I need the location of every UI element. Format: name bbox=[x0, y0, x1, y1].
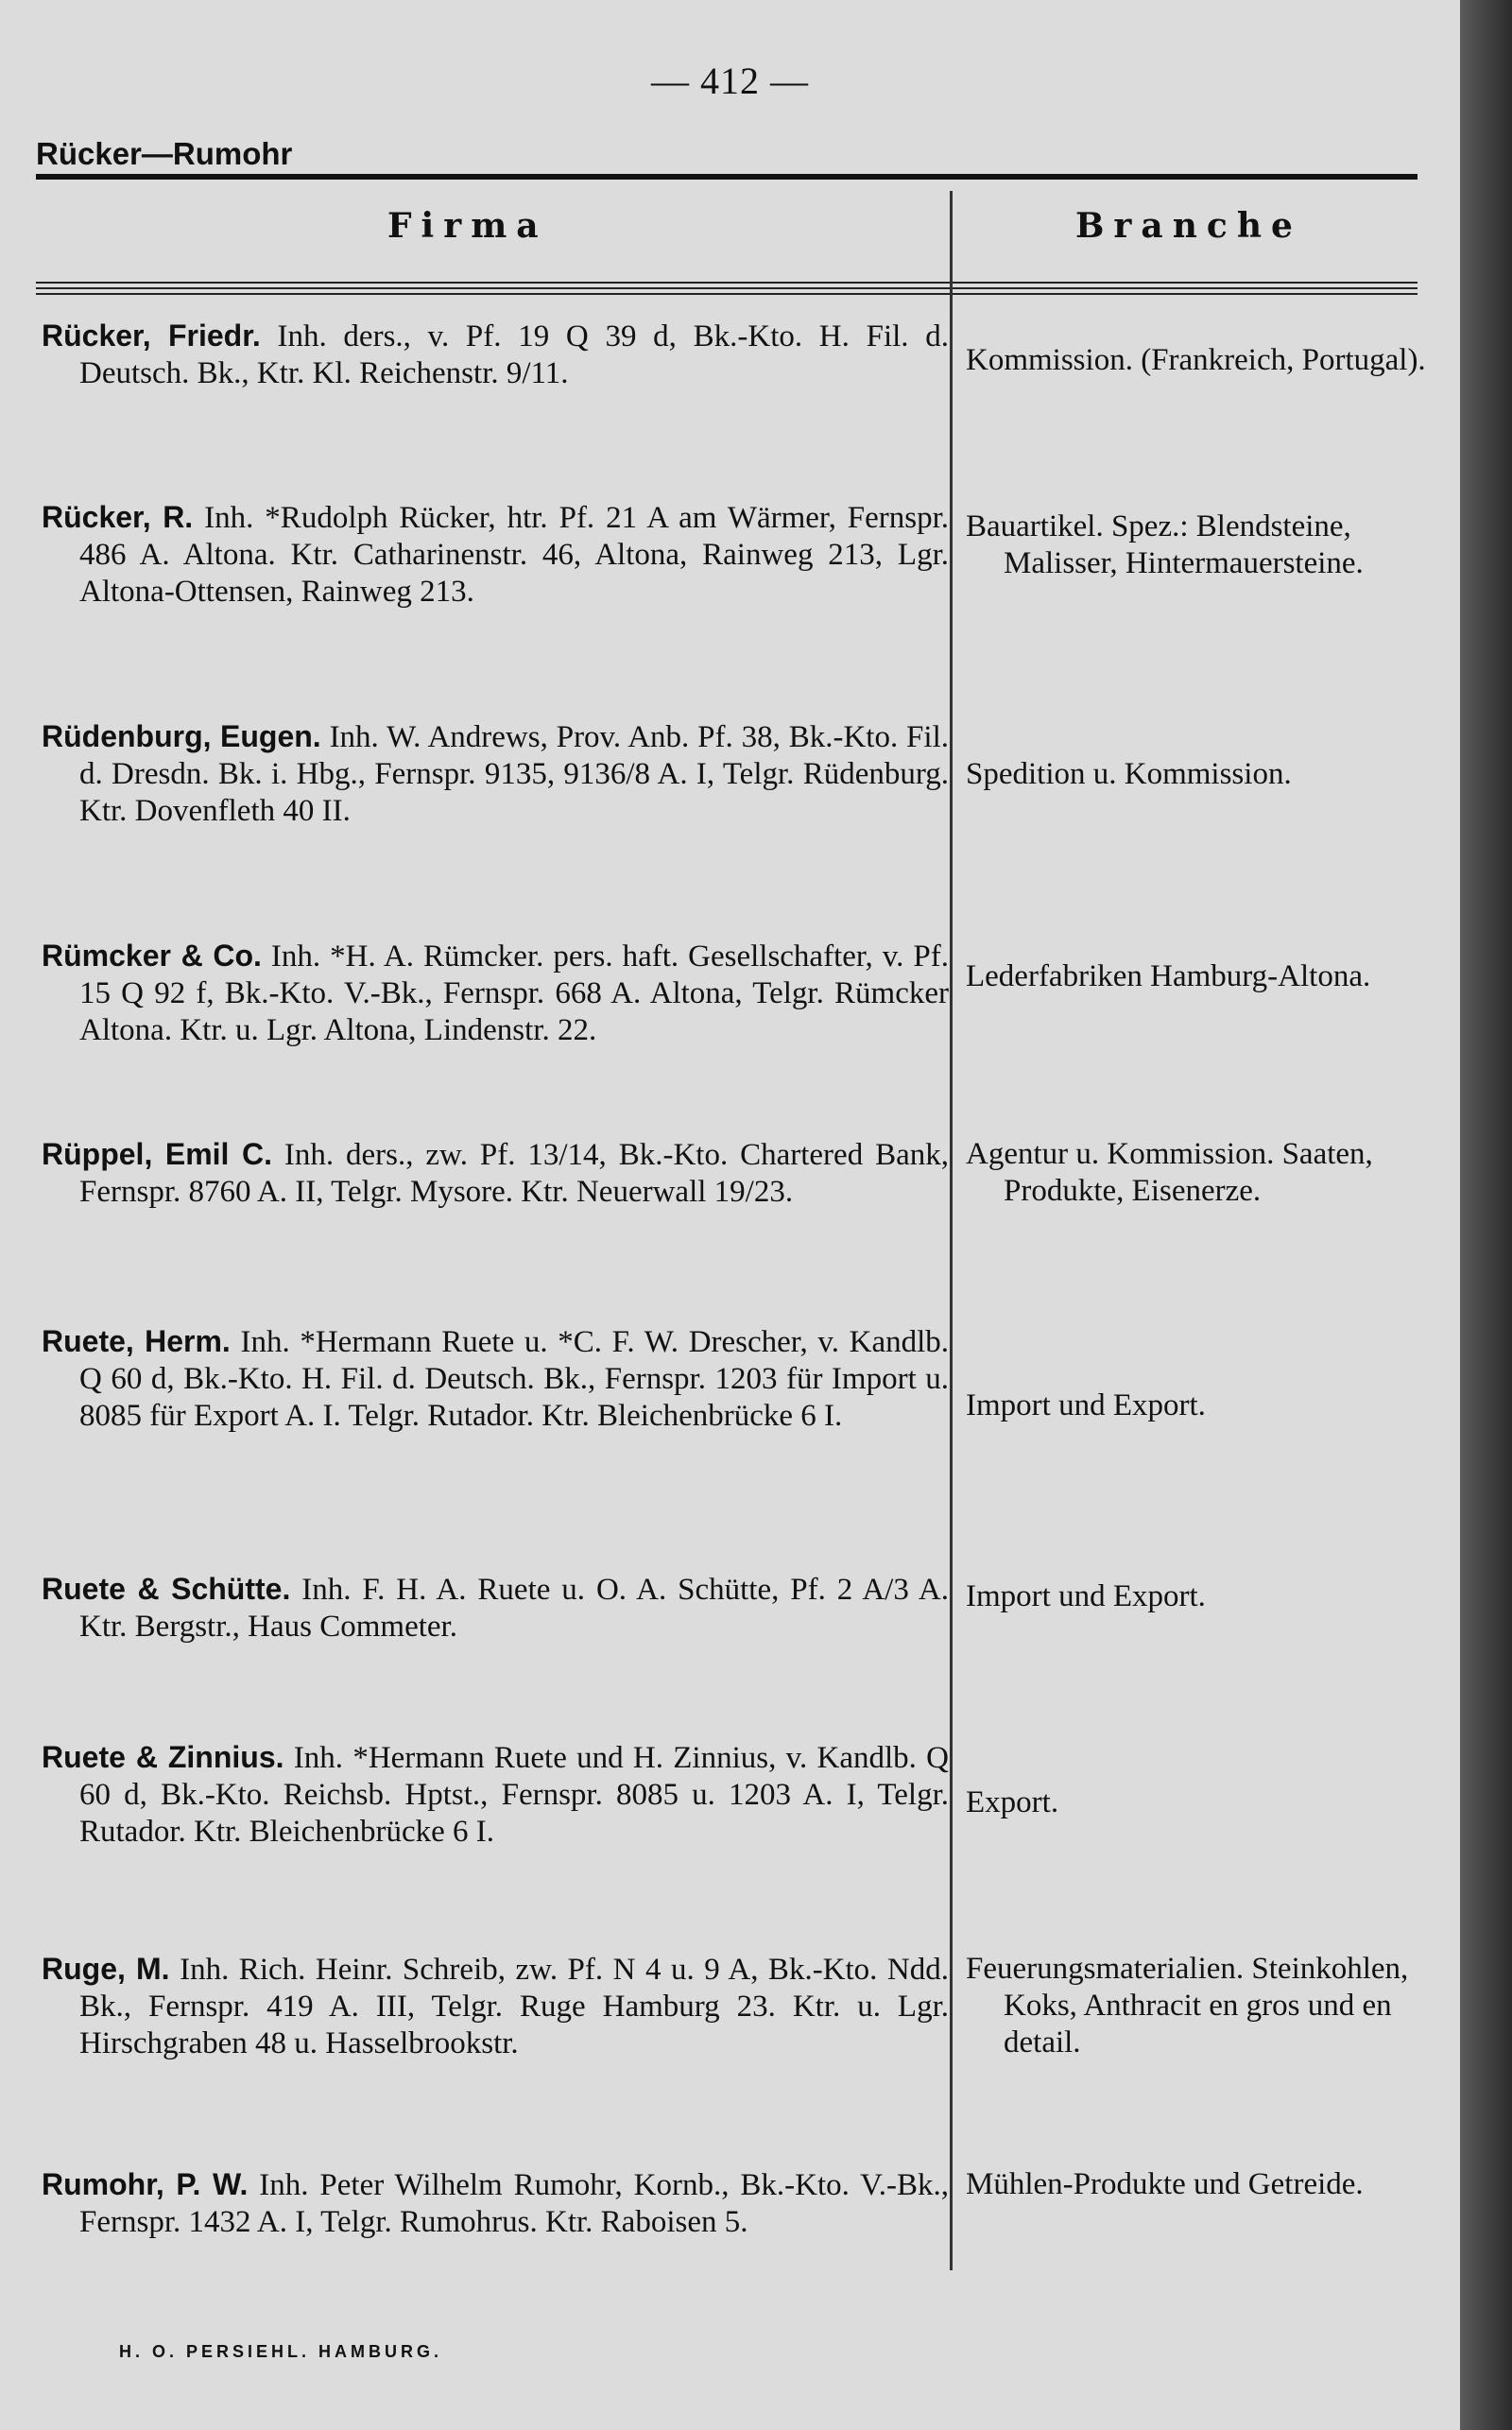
firm-name: Rümcker & Co. bbox=[42, 939, 262, 973]
firm-name: Rüdenburg, Eugen. bbox=[42, 719, 321, 753]
firm-details: Inh. ders., zw. Pf. 13/14, Bk.-Kto. Chartered Bank, Fernspr. 8760 A. II, Telgr. Mysore. Ktr. Neuerwall 19/23. bbox=[79, 1138, 949, 1209]
directory-entry bbox=[0, 1136, 1460, 1323]
branche-cell: Kommission. (Frankreich, Portugal). bbox=[966, 343, 1426, 377]
running-head: Rücker—Rumohr bbox=[36, 136, 293, 171]
firm-details: Inh. *Rudolph Rücker, htr. Pf. 21 A am Wärmer, Fernspr. 486 A. Altona. Ktr. Catharinenstr. 46, Altona, Rainweg 213, Lgr. Altona-Ottensen, Rainweg 213. bbox=[79, 501, 950, 609]
printer-imprint: H. O. PERSIEHL. HAMBURG. bbox=[119, 2342, 443, 2361]
firm-name: Rüppel, Emil C. bbox=[42, 1137, 272, 1171]
column-header-branche: Branche bbox=[1075, 206, 1302, 246]
firm-details: Inh. Peter Wilhelm Rumohr, Kornb., Bk.-Kto. V.-Bk., Fernspr. 1432 A. I, Telgr. Rumohrus. Ktr. Raboisen 5. bbox=[79, 2168, 950, 2239]
directory-entry bbox=[0, 938, 1460, 1136]
header-rule-bottom bbox=[36, 293, 1418, 295]
firma-cell bbox=[42, 318, 949, 392]
branche-cell: Agentur u. Kommission. Saaten, Produkte, Eisenerze. bbox=[966, 1137, 1373, 1208]
firma-cell bbox=[42, 1323, 949, 1435]
branche-cell: Import und Export. bbox=[966, 1388, 1206, 1422]
branche-cell: Bauartikel. Spez.: Blendsteine, Malisser, Hintermauersteine. bbox=[966, 509, 1364, 580]
directory-entry bbox=[0, 1571, 1460, 1739]
firma-cell bbox=[42, 1571, 949, 1646]
firm-details: Inh. F. H. A. Ruete u. O. A. Schütte, Pf. 2 A/3 A. Ktr. Bergstr., Haus Commeter. bbox=[79, 1573, 949, 1644]
firm-name: Rücker, R. bbox=[42, 500, 194, 534]
firm-name: Rücker, Friedr. bbox=[42, 319, 261, 353]
firm-details: Inh. *H. A. Rümcker. pers. haft. Gesellschafter, v. Pf. 15 Q 92 f, Bk.-Kto. V.-Bk., Fernspr. 668 A. Altona, Telgr. Rümcker Altona. Ktr. u. Lgr. Altona, Lindenstr. 22. bbox=[79, 939, 949, 1047]
branche-cell: Mühlen-Produkte und Getreide. bbox=[966, 2167, 1364, 2201]
branche-cell: Import und Export. bbox=[966, 1579, 1206, 1613]
directory-entry bbox=[0, 499, 1460, 718]
firma-cell bbox=[42, 1136, 949, 1211]
firm-details: Inh. Rich. Heinr. Schreib, zw. Pf. N 4 u. 9 A, Bk.-Kto. Ndd. Bk., Fernspr. 419 A. III, Telgr. Ruge Hamburg 23. Ktr. u. Lgr. Hirschgraben 48 u. Hasselbrookstr. bbox=[79, 1953, 950, 2060]
directory-entry bbox=[0, 1951, 1460, 2166]
firm-name: Ruete & Zinnius. bbox=[42, 1740, 284, 1774]
directory-entry bbox=[0, 1323, 1460, 1571]
directory-entry bbox=[0, 2166, 1460, 2299]
firm-name: Ruete, Herm. bbox=[42, 1324, 231, 1358]
firm-name: Rumohr, P. W. bbox=[42, 2167, 249, 2201]
firma-cell bbox=[42, 499, 949, 611]
firma-cell bbox=[42, 718, 949, 830]
branche-cell: Export. bbox=[966, 1785, 1059, 1819]
firm-details: Inh. W. Andrews, Prov. Anb. Pf. 38, Bk.-Kto. Fil. d. Dresdn. Bk. i. Hbg., Fernspr. 9135, 9136/8 A. I, Telgr. Rüdenburg. Ktr. Dovenfleth 40 II. bbox=[79, 720, 949, 828]
column-header-firma: Firma bbox=[387, 206, 548, 246]
header-rule-lower bbox=[36, 287, 1418, 289]
firm-name: Ruge, M. bbox=[42, 1952, 170, 1986]
branche-cell: Feuerungsmaterialien. Steinkohlen, Koks, Anthracit en gros und en detail. bbox=[966, 1952, 1409, 2059]
firma-cell bbox=[42, 1739, 949, 1851]
firma-cell bbox=[42, 1951, 949, 2062]
firm-name: Ruete & Schütte. bbox=[42, 1572, 291, 1606]
branche-cell: Lederfabriken Hamburg-Altona. bbox=[966, 959, 1371, 993]
firma-cell bbox=[42, 938, 949, 1049]
page-edge bbox=[1460, 0, 1512, 2430]
firm-details: Inh. *Hermann Ruete u. *C. F. W. Drescher, v. Kandlb. Q 60 d, Bk.-Kto. H. Fil. d. Deutsch. Bk., Fernspr. 1203 für Import u. 8085 für Export A. I. Telgr. Rutador. Ktr. Bleichenbrücke 6 I. bbox=[79, 1325, 950, 1433]
directory-entries bbox=[0, 318, 1460, 2299]
directory-entry bbox=[0, 718, 1460, 938]
firm-details: Inh. *Hermann Ruete und H. Zinnius, v. Kandlb. Q 60 d, Bk.-Kto. Reichsb. Hptst., Fernspr. 8085 u. 1203 A. I, Telgr. Rutador. Ktr. Bleichenbrücke 6 I. bbox=[79, 1741, 950, 1849]
directory-entry bbox=[0, 1739, 1460, 1951]
firma-cell bbox=[42, 2166, 949, 2241]
top-rule bbox=[36, 174, 1418, 180]
branche-cell: Spedition u. Kommission. bbox=[966, 757, 1292, 791]
directory-entry bbox=[0, 318, 1460, 499]
page-number: — 412 — bbox=[651, 60, 809, 102]
header-rule-upper bbox=[36, 282, 1418, 284]
firm-details: Inh. ders., v. Pf. 19 Q 39 d, Bk.-Kto. H. Fil. d. Deutsch. Bk., Ktr. Kl. Reichenstr. 9/11. bbox=[79, 319, 949, 390]
